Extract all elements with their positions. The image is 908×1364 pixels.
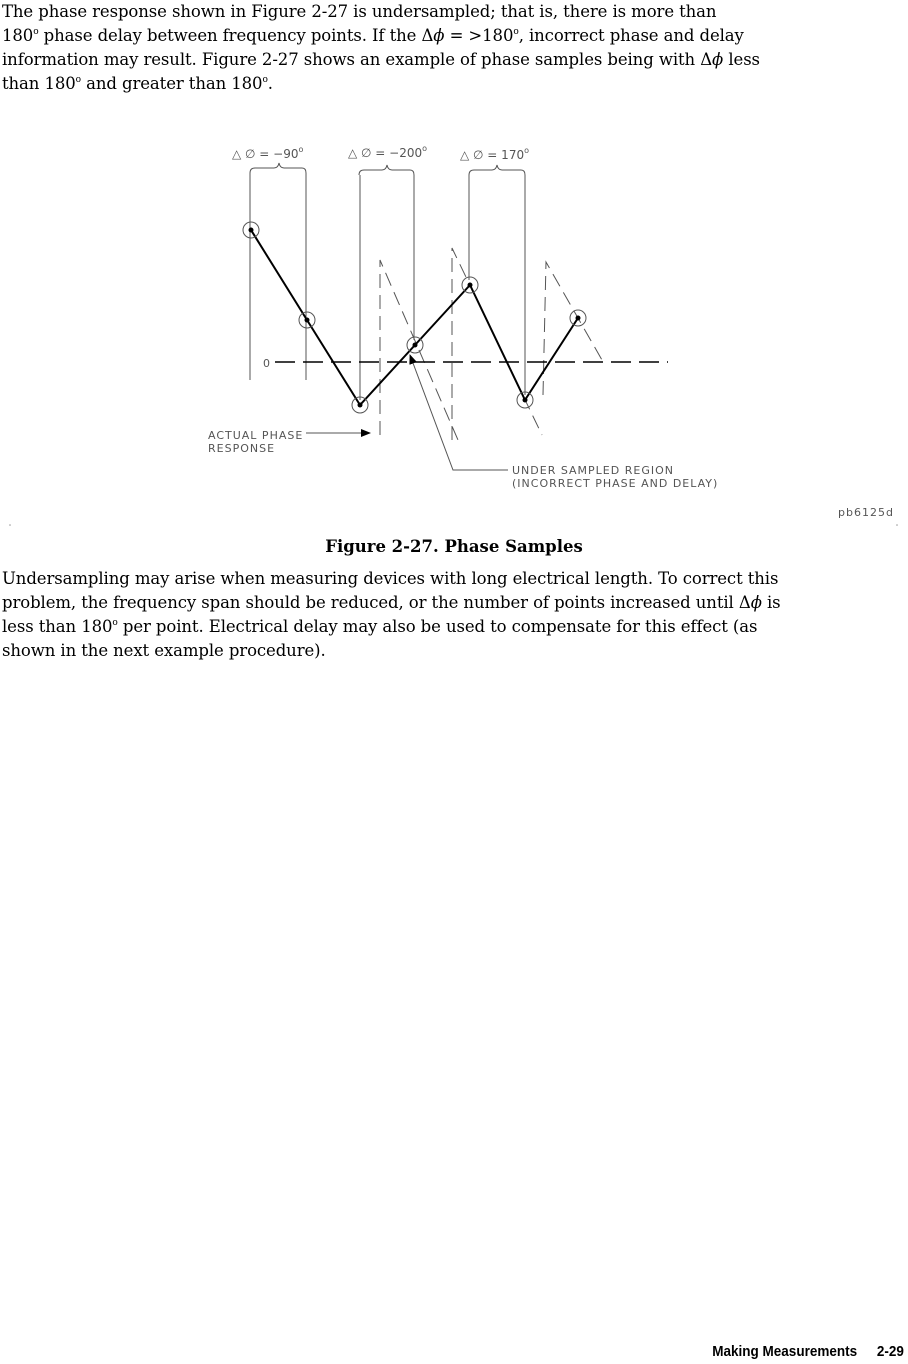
actual-phase-label-1: ACTUAL PHASE: [208, 429, 304, 442]
intro-paragraph: [2, 0, 902, 96]
sample-dot-5: [468, 283, 473, 288]
body-line-3: less than 180$^o$ per point. Electrical delay may also be used to compensate for this effect (as: [2, 617, 758, 636]
intro-line-4: than 180$^o$ and greater than 180$^o$.: [2, 74, 273, 93]
wrapped-segment-2: [452, 248, 542, 440]
brace-1: [250, 163, 306, 173]
sample-dot-7: [576, 316, 581, 321]
brace-group: [250, 163, 525, 175]
phase-samples-figure: [0, 130, 908, 530]
footer-section-title: Making Measurements: [712, 1343, 858, 1360]
intro-line-1: The phase response shown in Figure 2-27 is undersampled; that is, there is more than: [2, 2, 717, 21]
body-line-1: Undersampling may arise when measuring devices with long electrical length. To correct this: [2, 569, 779, 588]
wrapped-segment-1: [380, 260, 458, 440]
sample-dot-1: [249, 228, 254, 233]
under-sampled-leader: [410, 355, 508, 470]
intro-line-2: 180$^o$ phase delay between frequency points. If the $\Delta\phi = >180^o$, incorrect phase and delay: [2, 26, 744, 45]
intro-line-3: information may result. Figure 2-27 shows an example of phase samples being with Δϕ less: [2, 50, 760, 69]
body-line-4: shown in the next example procedure).: [2, 641, 326, 660]
under-sampled-label-2: (INCORRECT PHASE AND DELAY): [512, 477, 719, 490]
sample-line-group: [250, 173, 525, 400]
wrapped-segment-3: [543, 262, 602, 395]
actual-phase-label-2: RESPONSE: [208, 442, 276, 455]
sample-dot-2: [305, 318, 310, 323]
figure-code: pb6125d: [838, 506, 894, 519]
brace-3: [469, 165, 525, 175]
body-line-2: problem, the frequency span should be reduced, or the number of points increased until Δϕ is: [2, 593, 781, 612]
corner-dot-left: [9, 524, 11, 526]
delta-label-3: △ ∅ = $170^o$: [460, 146, 529, 162]
under-sampled-label-1: UNDER SAMPLED REGION: [512, 464, 674, 477]
zero-label: 0: [263, 357, 271, 370]
phase-samples-diagram: [0, 130, 908, 530]
sample-dot-4: [413, 343, 418, 348]
sample-dot-6: [523, 398, 528, 403]
sample-dot-3: [358, 403, 363, 408]
delta-label-1: △ ∅ = $-90^o$: [232, 145, 304, 161]
figure-caption: Figure 2-27. Phase Samples: [325, 537, 583, 556]
body-paragraph: [2, 567, 902, 663]
brace-2: [359, 165, 414, 175]
footer-page-number: 2-29: [876, 1343, 904, 1360]
page-footer: [693, 1343, 904, 1360]
corner-dot-right: [896, 524, 898, 526]
delta-label-2: △ ∅ = $-200^o$: [348, 144, 428, 160]
